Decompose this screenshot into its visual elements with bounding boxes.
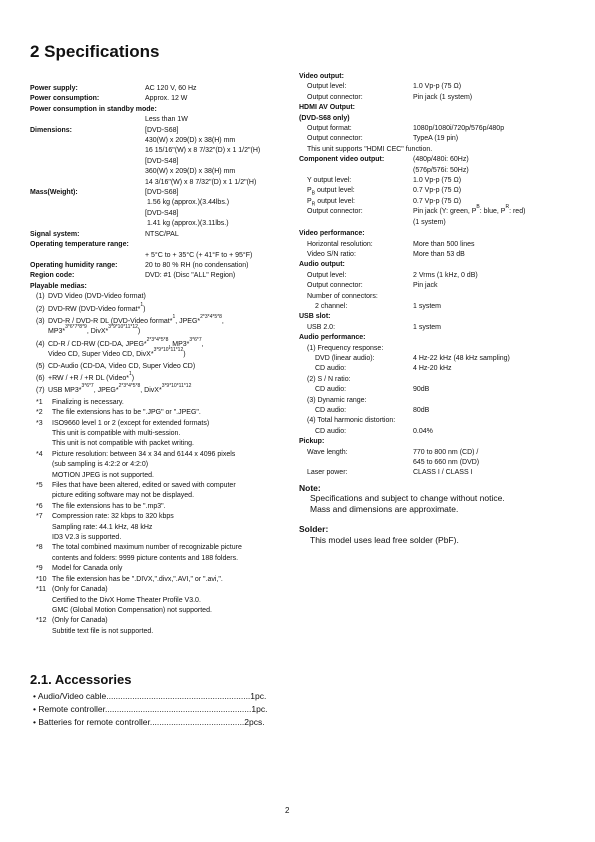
usb-label: USB slot: [299, 313, 331, 321]
mass-line: 1.41 kg (approx.)(3.11lbs.) [147, 220, 229, 228]
footnote-line [30, 491, 300, 501]
footnote-line [30, 523, 300, 533]
accessory-item: • Batteries for remote controller........................................2pcs. [33, 717, 265, 727]
spec-row: (2) S / N ratio: [307, 375, 351, 383]
spec-row: 645 to 660 nm (DVD) [413, 459, 480, 467]
footnote-line [30, 439, 300, 449]
footnote-marker: *2 [36, 409, 43, 417]
spec-row: (1 system) [413, 218, 446, 226]
footnote-text: This unit is compatible with multi-session. [52, 430, 181, 437]
spec-row: Horizontal resolution: More than 500 lines [307, 240, 475, 248]
footnote-marker: *7 [36, 513, 43, 521]
footnote-marker: *11 [36, 586, 46, 594]
footnote-text: Compression rate: 32 kbps to 320 kbps [52, 513, 174, 521]
footnote-line [30, 575, 300, 585]
playable-medias-label: Playable medias: [30, 282, 87, 290]
footnote-marker: *8 [36, 544, 43, 552]
mass-line: [DVD-S48] [145, 209, 179, 217]
spec-row: CD audio: 4 Hz-20 kHz [315, 365, 452, 373]
media-item: (6) +RW / +R / +R DL (Video* 1 ) [36, 370, 135, 382]
footnote-line [30, 398, 300, 408]
solder-block: Solder: This model uses lead free solder (PbF). [299, 524, 459, 545]
footnote-text: Finalizing is necessary. [52, 398, 124, 406]
footnote-line [30, 450, 300, 460]
footnote-marker: *12 [36, 617, 47, 625]
spec-row: Y output level: 1.0 Vp-p (75 Ω) [307, 177, 462, 185]
footnote-line [30, 616, 300, 626]
component-v2: (576p/576i: 50Hz) [413, 166, 469, 174]
footnote-text: The file extensions has to be ".JPG" or ".JPEG". [52, 409, 201, 417]
spec-row: (4) Total harmonic distortion: [307, 417, 396, 425]
footnote-text: The total combined maximum number of recognizable picture [52, 544, 242, 552]
footnote-text: contents and folders: 9999 picture contents and 188 folders. [52, 554, 239, 562]
media-item: (4) CD-R / CD-RW (CD-DA, JPEG* 2*3*4*5*8 , MP3* 3*6*7 , [36, 336, 204, 348]
mass-line: 1.56 kg (approx.)(3.44lbs.) [147, 199, 230, 207]
spec-region: Region code: DVD: #1 (Disc "ALL" Region) [30, 272, 236, 280]
spec-signal: Signal system: NTSC/PAL [30, 230, 179, 238]
footnote-line [30, 502, 300, 512]
media-item: (5) CD-Audio (CD-DA, Video CD, Super Video CD) [36, 362, 196, 370]
footnote-text: Subtitle text file is not supported. [52, 627, 154, 635]
spec-standby: Power consumption in standby mode: [30, 105, 157, 113]
spec-row: Output format: 1080p/1080i/720p/576p/480p [307, 125, 505, 133]
spec-power-supply: Power supply: AC 120 V, 60 Hz [30, 85, 197, 92]
footnote-line [30, 554, 300, 564]
spec-row: Laser power: CLASS I / CLASS I [307, 469, 473, 477]
footnote-text: (Only for Canada) [52, 586, 108, 594]
spec-row: Wave length: 770 to 800 nm (CD) / [307, 448, 479, 456]
spec-dimensions: Dimensions: [DVD-S68] [30, 126, 179, 134]
footnote-line [30, 481, 300, 491]
footnote-line [30, 596, 300, 606]
footnote-line [30, 564, 300, 574]
footnote-marker: *9 [36, 565, 43, 573]
spec-row: Output connector: Pin jack (Y: green, P B : blue, P R : red) [307, 204, 526, 216]
footnote-text: Picture resolution: between 34 x 34 and 6144 x 4096 pixels [52, 450, 236, 458]
spec-row: $P_B$ output level: 0.7 Vp-p (75 Ω) [307, 187, 462, 197]
media-item-cont: Video CD, Super Video CD, DivX* 3*9*10*11*12 ) [48, 347, 186, 359]
footnote-text: ISO9660 level 1 or 2 (except for extended formats) [52, 419, 210, 427]
spec-row: CD audio: 90dB [315, 386, 430, 394]
dimension-line: 16 15/16"(W) x 8 7/32"(D) x 1 1/2"(H) [145, 147, 261, 155]
spec-op-temp: Operating temperature range: [30, 241, 129, 249]
spec-standby-value: Less than 1W [145, 116, 188, 124]
footnote-marker: *3 [36, 419, 43, 427]
media-item: (7) USB MP3* 3*6*7 , JPEG* 2*3*4*5*8 , DivX* 3*9*10*11*12 [36, 383, 192, 395]
right-spec-column [299, 72, 569, 546]
audio-output-label: Audio output: [299, 261, 345, 269]
spec-row: DVD (linear audio): 4 Hz-22 kHz (48 kHz sampling) [315, 354, 510, 362]
footnote-marker: *10 [36, 575, 47, 583]
footnote-text: Model for Canada only [52, 565, 123, 573]
video-perf-label: Video performance: [299, 230, 365, 238]
footnote-text: MOTION JPEG is not supported. [52, 471, 154, 479]
media-item-cont: MP3* 3*6*7*8*9 , DivX* 3*9*10*11*12 ) [48, 324, 141, 336]
audio-perf-label: Audio performance: [299, 334, 366, 342]
footnote-line [30, 460, 300, 470]
spec-row: Number of connectors: [307, 292, 378, 300]
dimension-line: 360(W) x 209(D) x 38(H) mm [145, 168, 236, 176]
dimension-line: 430(W) x 209(D) x 38(H) mm [145, 137, 236, 145]
spec-row: CD audio: 0.04% [315, 427, 433, 435]
footnote-line [30, 543, 300, 553]
dimension-line: 14 3/16"(W) x 8 7/32"(D) x 1 1/2"(H) [145, 178, 257, 186]
accessory-item: • Remote controller..............................................................1pc. [33, 704, 268, 714]
footnote-line [30, 606, 300, 616]
spec-humidity: Operating humidity range: 20 to 80 % RH (no condensation) [30, 261, 249, 269]
footnote-line [30, 408, 300, 418]
media-item: (3) DVD-R / DVD-R DL (DVD-Video format* 1 , JPEG* 2*3*4*5*8 , [36, 313, 224, 325]
spec-row: $P_R$ output level: 0.7 Vp-p (75 Ω) [307, 197, 462, 208]
footnote-marker: *5 [36, 482, 43, 490]
page-title: 2 Specifications [30, 42, 160, 61]
spec-row: CD audio: 80dB [315, 407, 430, 414]
footnote-text: The file extension has be ".DIVX,".divx,".AVI," or ".avi,". [52, 575, 223, 583]
footnotes [30, 398, 300, 637]
footnote-line [30, 585, 300, 595]
video-output-label: Video output: [299, 73, 344, 80]
accessories-heading: 2.1. Accessories [30, 672, 132, 687]
spec-row: Output connector: Pin jack [307, 282, 438, 290]
footnote-text: picture editing software may not be displayed. [52, 492, 195, 500]
left-spec-column [30, 84, 300, 637]
page-number: 2 [285, 806, 290, 815]
footnote-line [30, 429, 300, 439]
spec-row: Output connector: Pin jack (1 system) [307, 93, 473, 101]
footnote-text: The file extensions has to be ".mp3". [52, 502, 166, 510]
footnote-line [30, 512, 300, 522]
media-item: (1) DVD Video (DVD-Video format) [36, 293, 146, 301]
footnote-line [30, 419, 300, 429]
footnote-text: (sub sampling is 4:2:2 or 4:2:0) [52, 461, 149, 469]
hdmi-label: HDMI AV Output: [299, 104, 355, 112]
pickup-label: Pickup: [299, 438, 325, 446]
footnote-text: Certified to the DivX Home Theater Profile V3.0. [52, 596, 201, 604]
footnote-marker: *1 [36, 398, 43, 406]
note-block: Note: Specifications and subject to change without notice. Mass and dimensions are approximate. [299, 482, 505, 515]
spec-row: (1) Frequency response: [307, 344, 384, 352]
footnote-text: Files that have been altered, edited or saved with computer [52, 482, 236, 490]
hdmi-sub: (DVD-S68 only) [299, 114, 350, 122]
hdmi-note: This unit supports "HDMI CEC" function. [307, 145, 433, 153]
footnote-line [30, 627, 300, 637]
spec-power-consumption: Power consumption: Approx. 12 W [30, 95, 188, 103]
media-item: (2) DVD-RW (DVD-Video format* 1 ) [36, 301, 146, 313]
spec-row: Output level: 2 Vrms (1 kHz, 0 dB) [307, 271, 478, 279]
spec-row: 2 channel: 1 system [315, 302, 442, 310]
spec-row: Output level: 1.0 Vp-p (75 Ω) [307, 83, 462, 91]
footnote-marker: *4 [36, 450, 43, 458]
spec-row: (3) Dynamic range: [307, 396, 367, 404]
spec-row: Video S/N ratio: More than 53 dB [307, 250, 465, 258]
footnote-text: ID3 V2.3 is supported. [52, 534, 122, 542]
accessory-item: • Audio/Video cable.............................................................1pc. [33, 691, 267, 701]
footnote-marker: *6 [36, 502, 43, 510]
op-temp-value: + 5°C to + 35°C (+ 41°F to + 95°F) [145, 251, 253, 259]
footnote-text: GMC (Global Motion Compensation) not supported. [52, 606, 212, 614]
footnote-text: This unit is not compatible with packet writing. [52, 440, 195, 448]
footnote-text: Sampling rate: 44.1 kHz, 48 kHz [52, 523, 153, 531]
component-label: Component video output: (480p/480i: 60Hz) [299, 156, 469, 164]
footnote-line [30, 471, 300, 481]
footnote-text: (Only for Canada) [52, 617, 108, 625]
spec-row: USB 2.0: 1 system [307, 323, 442, 331]
dimension-line: [DVD-S48] [145, 157, 179, 165]
spec-mass: Mass(Weight): [DVD-S68] [30, 189, 179, 197]
spec-row: Output connector: TypeA (19 pin) [307, 135, 459, 143]
footnote-line [30, 533, 300, 543]
